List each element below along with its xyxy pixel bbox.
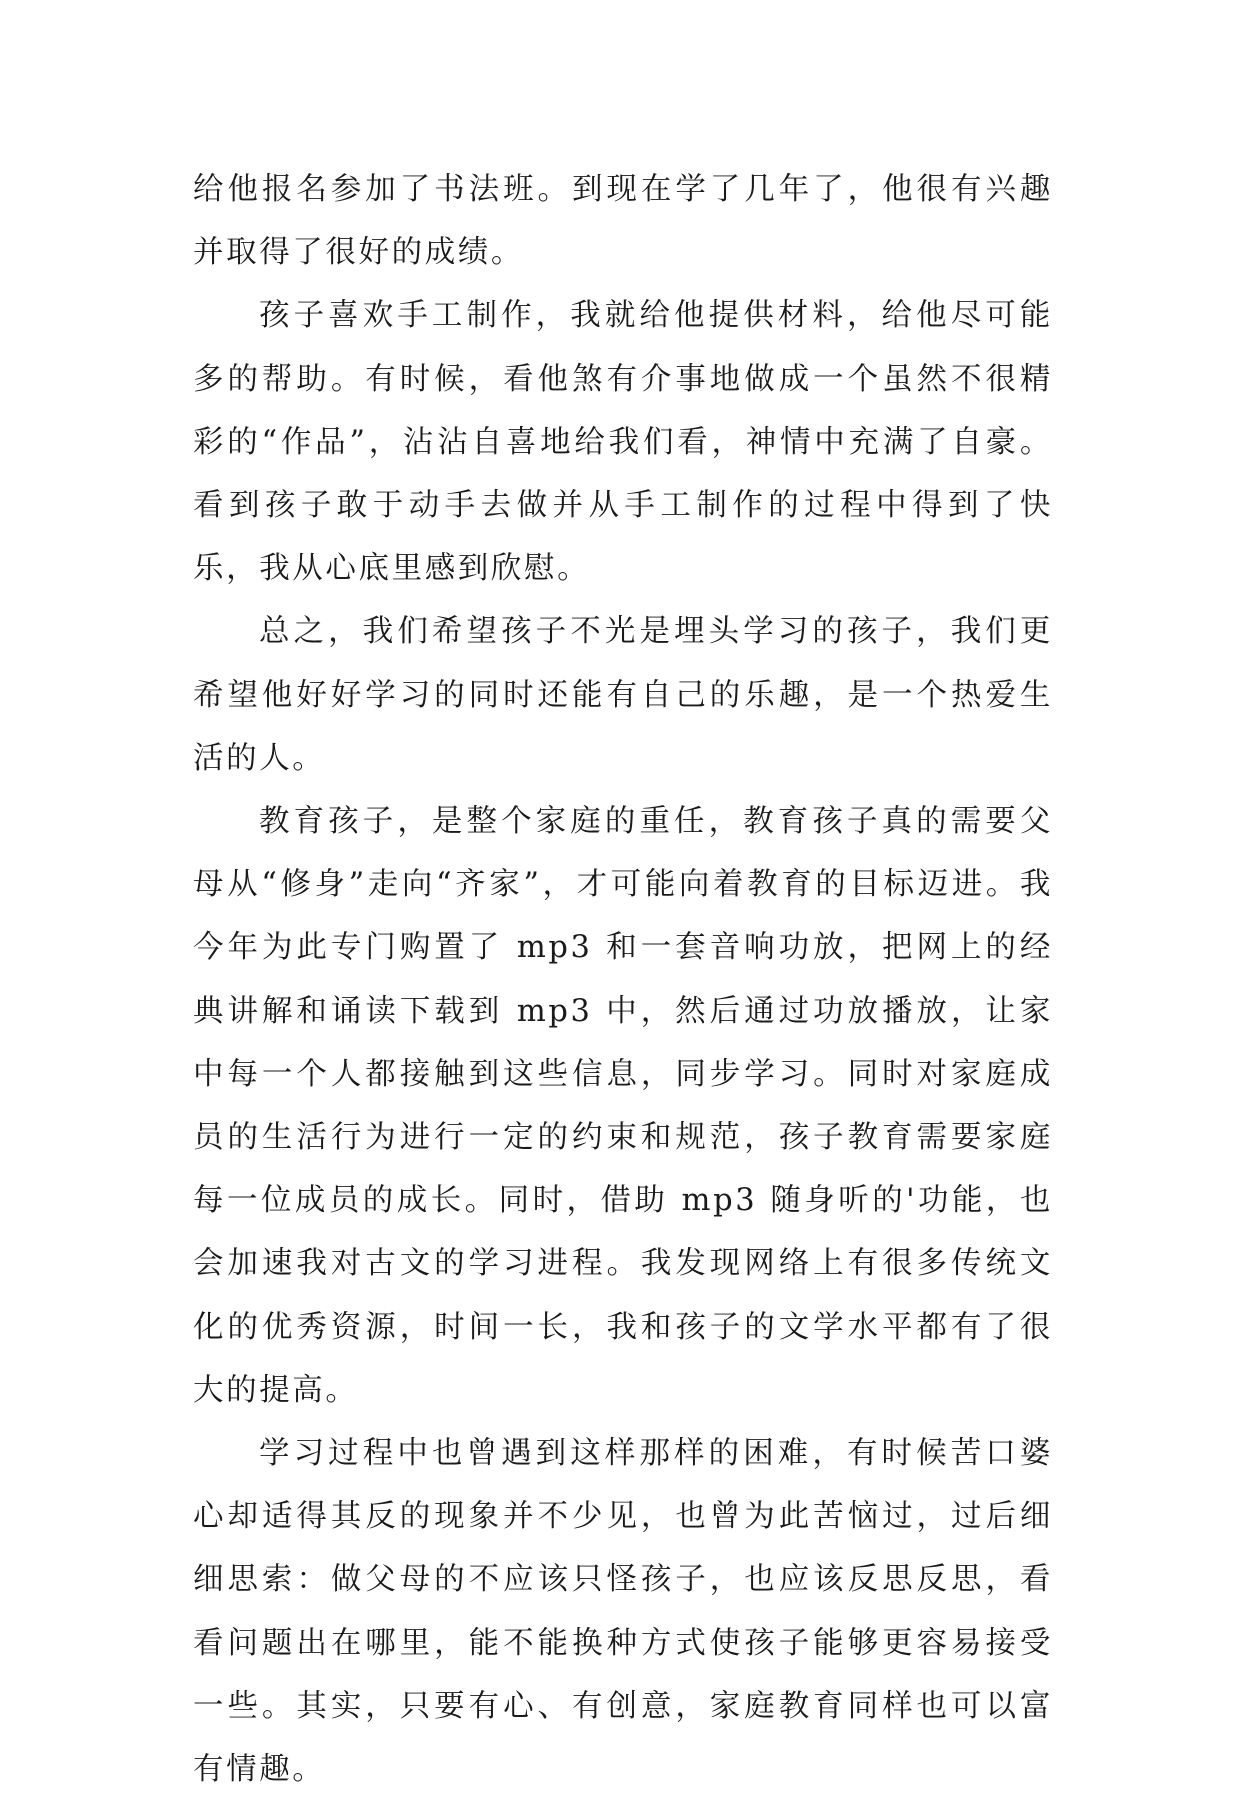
- paragraph-1: 给他报名参加了书法班。到现在学了几年了，他很有兴趣并取得了很好的成绩。: [193, 172, 1053, 271]
- paragraph-2: 孩子喜欢手工制作，我就给他提供材料，给他尽可能多的帮助。有时候，看他煞有介事地做成一个虽然不很精彩的“作品”，沾沾自喜地给我们看，神情中充满了自豪。看到孩子敢于动手去做并从手工制作的过程中得到了快乐，我从心底里感到欣慰。: [193, 298, 1053, 587]
- paragraph-4: 教育孩子，是整个家庭的重任，教育孩子真的需要父母从“修身”走向“齐家”，才可能向着教育的目标迈进。我今年为此专门购置了 mp3 和一套音响功放，把网上的经典讲解和诵读下载到 mp3 中，然后通过功放播放，让家中每一个人都接触到这些信息，同步学习。同时对家庭成员的生活行为进行一定的约束和规范，孩子教育需要家庭每一位成员的成长。同时，借助 mp3 随身听的'功能，也会加速我对古文的学习进程。我发现网络上有很多传统文化的优秀资源，时间一长，我和孩子的文学水平都有了很大的提高。: [193, 804, 1053, 1408]
- paragraph-3: 总之，我们希望孩子不光是埋头学习的孩子，我们更希望他好好学习的同时还能有自己的乐趣，是一个热爱生活的人。: [193, 614, 1053, 776]
- paragraph-5: 学习过程中也曾遇到这样那样的困难，有时候苦口婆心却适得其反的现象并不少见，也曾为此苦恼过，过后细细思索：做父母的不应该只怪孩子，也应该反思反思，看看问题出在哪里，能不能换种方式使孩子能够更容易接受一些。其实，只要有心、有创意，家庭教育同样也可以富有情趣。: [193, 1436, 1053, 1788]
- document-body: [193, 158, 1053, 1801]
